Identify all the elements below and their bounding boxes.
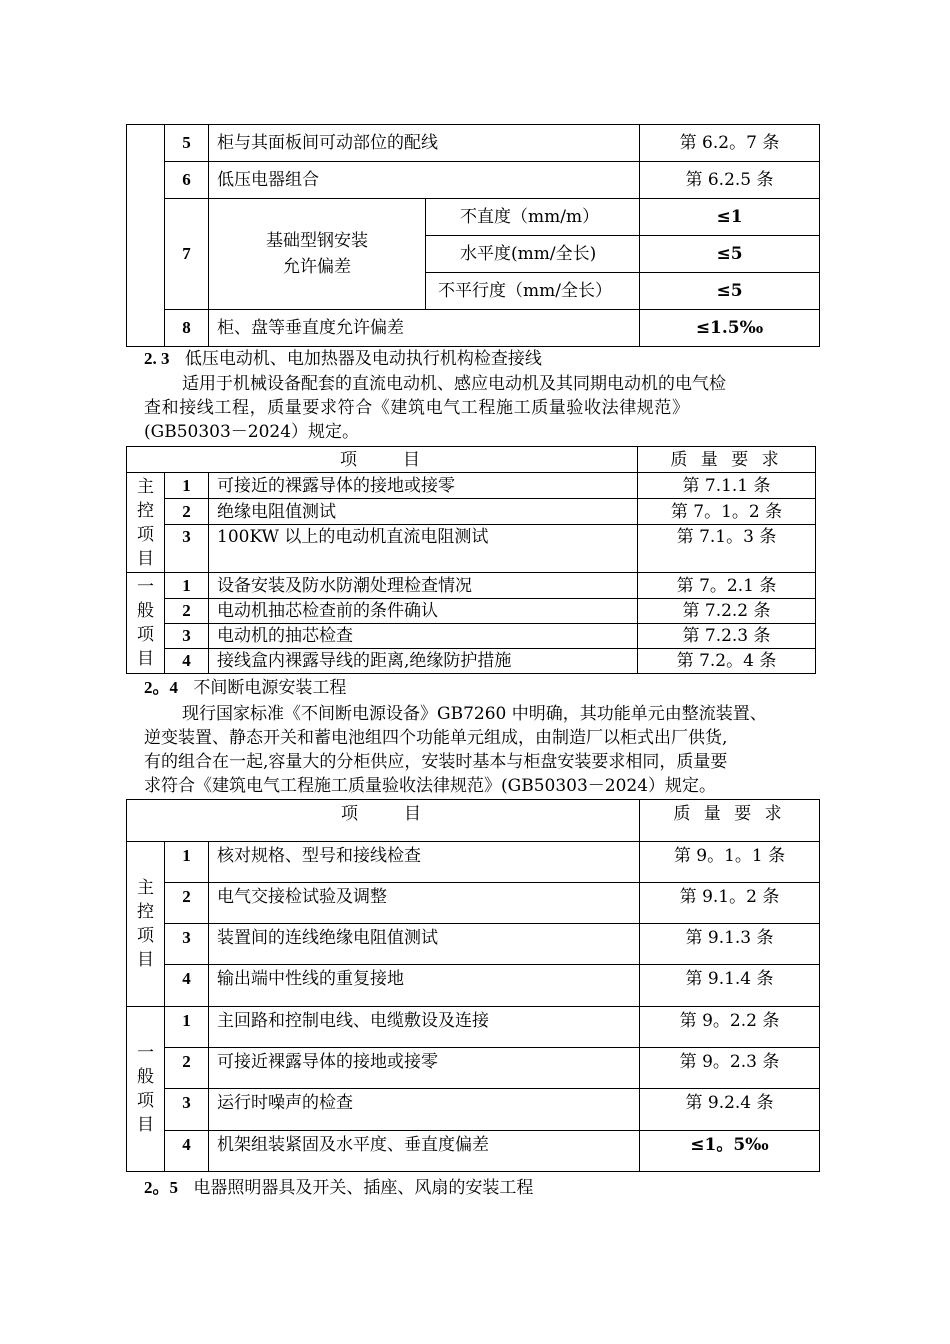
row-number: 2	[165, 1048, 209, 1089]
category-char: 般	[137, 601, 154, 621]
category-char: 控	[137, 902, 154, 922]
requirement: 第 7。1。2 条	[638, 499, 816, 525]
row-number: 5	[165, 125, 209, 162]
requirement: 第 7.1。3 条	[638, 525, 816, 573]
requirement: 第 9.1.3 条	[640, 924, 820, 965]
item-label: 可接近的裸露导体的接地或接零	[209, 473, 638, 499]
para-line: 查和接线工程，质量要求符合《建筑电气工程施工质量验收法律规范》	[144, 398, 690, 418]
requirement: ≤5	[640, 273, 820, 310]
header-item: 项 目	[127, 447, 638, 473]
section-title: 低压电动机、电加热器及电动执行机构检查接线	[184, 349, 542, 369]
row-number: 1	[165, 842, 209, 883]
item-label: 设备安装及防水防潮处理检查情况	[209, 573, 638, 599]
row-number: 6	[165, 162, 209, 199]
item-label: 电气交接检试验及调整	[209, 883, 640, 924]
category-char: 项	[137, 524, 154, 545]
category-char: 项	[137, 1091, 154, 1111]
item-label-base-steel	[209, 199, 426, 310]
sub-item-label: 水平度(mm/全长)	[426, 236, 640, 273]
section-number: 2. 3	[144, 349, 170, 368]
item-label: 核对规格、型号和接线检查	[209, 842, 640, 883]
item-label: 柜与其面板间可动部位的配线	[209, 125, 640, 162]
requirement: 第 9。2.3 条	[640, 1048, 820, 1089]
table-motor-inspection	[126, 446, 816, 674]
category-char: 控	[137, 500, 154, 521]
row-number: 1	[165, 1007, 209, 1048]
item-label: 电动机的抽芯检查	[209, 624, 638, 649]
category-cell	[127, 125, 165, 347]
requirement: 第 9.1。2 条	[640, 883, 820, 924]
requirement: ≤1	[640, 199, 820, 236]
row-number: 4	[165, 965, 209, 1007]
row-number: 3	[165, 624, 209, 649]
category-char: 项	[137, 926, 154, 946]
item-label: 可接近裸露导体的接地或接零	[209, 1048, 640, 1089]
item-label: 电动机抽芯检查前的条件确认	[209, 599, 638, 624]
row-number: 2	[165, 883, 209, 924]
para-line: 现行国家标准《不间断电源设备》GB7260 中明确，其功能单元由整流装置、	[182, 704, 767, 724]
section-heading-2-4	[144, 677, 346, 699]
item-label: 绝缘电阻值测试	[209, 499, 638, 525]
section-heading-2-3	[144, 348, 542, 370]
category-char: 目	[137, 950, 154, 970]
requirement: ≤1.5‰	[640, 310, 820, 347]
category-main-control	[127, 473, 165, 573]
section-number: 2。5	[144, 1178, 178, 1197]
category-char: 般	[137, 1067, 154, 1087]
item-label: 运行时噪声的检查	[209, 1089, 640, 1131]
requirement: 第 9。2.2 条	[640, 1007, 820, 1048]
para-line: 有的组合在一起,容量大的分柜供应，安装时基本与柜盘安装要求相同，质量要	[144, 752, 728, 772]
row-number: 3	[165, 525, 209, 573]
requirement: 第 9。1。1 条	[640, 842, 820, 883]
row-number: 2	[165, 499, 209, 525]
requirement: 第 7.2.3 条	[638, 624, 816, 649]
sub-item-label: 不平行度（mm/全长）	[426, 273, 640, 310]
category-char: 目	[137, 548, 154, 569]
para-line: 求符合《建筑电气工程施工质量验收法律规范》(GB50303－2024）规定。	[144, 776, 717, 796]
section-paragraph	[144, 702, 820, 798]
category-general	[127, 1007, 165, 1172]
header-requirement: 质 量 要 求	[640, 800, 820, 842]
requirement: 第 9.2.4 条	[640, 1089, 820, 1131]
requirement: 第 7。2.1 条	[638, 573, 816, 599]
item-label: 机架组装紧固及水平度、垂直度偏差	[209, 1131, 640, 1172]
section-heading-2-5	[144, 1177, 533, 1199]
table-ups-installation	[126, 799, 820, 1172]
item-label: 主回路和控制电线、电缆敷设及连接	[209, 1007, 640, 1048]
item-label: 100KW 以上的电动机直流电阻测试	[209, 525, 638, 573]
row-number: 4	[165, 649, 209, 674]
section-paragraph	[144, 372, 816, 444]
table-switchgear-continued	[126, 124, 820, 347]
requirement: ≤1。5‰	[640, 1131, 820, 1172]
requirement: 第 9.1.4 条	[640, 965, 820, 1007]
section-number: 2。4	[144, 678, 178, 697]
row-number: 2	[165, 599, 209, 624]
category-char: 一	[137, 1043, 154, 1063]
category-char: 主	[137, 878, 154, 898]
item-line: 允许偏差	[283, 257, 351, 277]
row-number: 8	[165, 310, 209, 347]
requirement: 第 7.2.2 条	[638, 599, 816, 624]
category-char: 目	[137, 649, 154, 669]
para-line: (GB50303－2024）规定。	[144, 422, 360, 442]
requirement: 第 7.1.1 条	[638, 473, 816, 499]
category-main-control	[127, 842, 165, 1007]
item-label: 低压电器组合	[209, 162, 640, 199]
para-line: 逆变装置、静态开关和蓄电池组四个功能单元组成，由制造厂以柜式出厂供货,	[144, 728, 728, 748]
item-label: 接线盒内裸露导线的距离,绝缘防护措施	[209, 649, 638, 674]
item-label: 柜、盘等垂直度允许偏差	[209, 310, 640, 347]
category-general	[127, 573, 165, 674]
section-title: 电器照明器具及开关、插座、风扇的安装工程	[193, 1178, 534, 1198]
category-char: 项	[137, 625, 154, 645]
header-requirement: 质 量 要 求	[638, 447, 816, 473]
item-label: 输出端中性线的重复接地	[209, 965, 640, 1007]
requirement: ≤5	[640, 236, 820, 273]
header-item: 项 目	[127, 800, 640, 842]
section-title: 不间断电源安装工程	[193, 678, 347, 698]
requirement: 第 7.2。4 条	[638, 649, 816, 674]
category-char: 目	[137, 1115, 154, 1135]
row-number: 3	[165, 924, 209, 965]
requirement: 第 6.2。7 条	[640, 125, 820, 162]
row-number: 7	[165, 199, 209, 310]
row-number: 3	[165, 1089, 209, 1131]
category-char: 一	[137, 577, 154, 597]
item-line: 基础型钢安装	[266, 231, 368, 251]
row-number: 1	[165, 573, 209, 599]
row-number: 1	[165, 473, 209, 499]
category-char: 主	[137, 476, 154, 497]
requirement: 第 6.2.5 条	[640, 162, 820, 199]
item-label: 装置间的连线绝缘电阻值测试	[209, 924, 640, 965]
sub-item-label: 不直度（mm/m）	[426, 199, 640, 236]
para-line: 适用于机械设备配套的直流电动机、感应电动机及其同期电动机的电气检	[182, 374, 726, 394]
row-number: 4	[165, 1131, 209, 1172]
